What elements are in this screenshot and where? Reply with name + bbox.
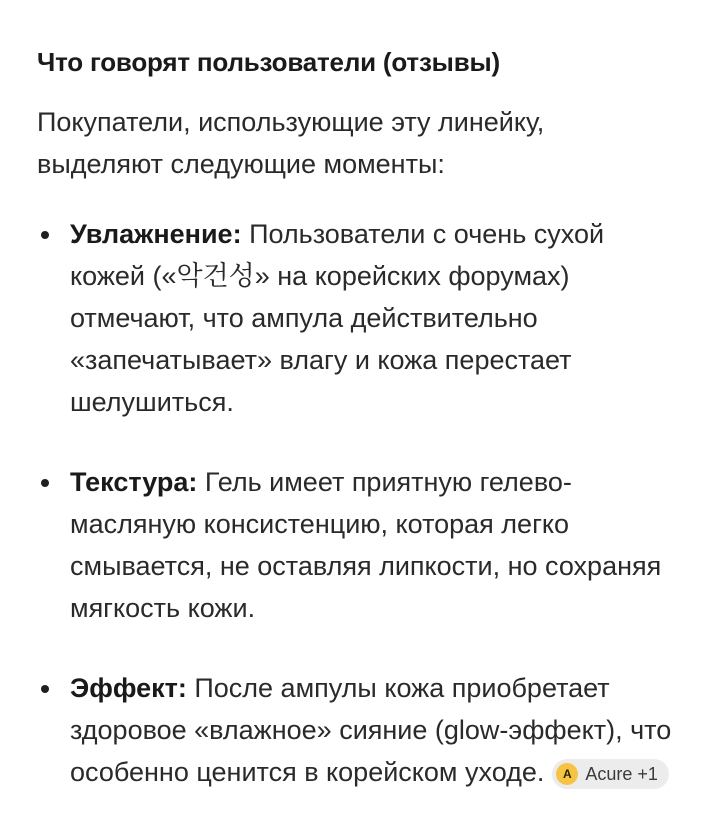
- list-item-term: Текстура:: [70, 467, 198, 497]
- source-chip-label: Acure +1: [585, 764, 658, 784]
- source-avatar-icon: A: [556, 763, 578, 785]
- intro-paragraph: Покупатели, использующие эту линейку, выделяют следующие моменты:: [37, 107, 545, 179]
- list-item-effect: [37, 667, 680, 793]
- section-heading: Что говорят пользователи (отзывы): [37, 47, 500, 77]
- list-item-moisturizing: [37, 213, 680, 423]
- list-item-texture: [37, 461, 680, 629]
- source-citation-chip[interactable]: [552, 759, 669, 789]
- list-item-text: Гель имеет приятную гелево-масляную консистенцию, которая легко смывается, не оставляя липкости, но сохраняя мягкость кожи.: [70, 467, 662, 623]
- user-feedback-list: [37, 213, 680, 793]
- list-item-text: После ампулы кожа приобретает здоровое «влажное» сияние (glow-эффект), что особенно ценится в корейском уходе.: [70, 673, 672, 787]
- list-item-term: Увлажнение:: [70, 219, 242, 249]
- list-item-term: Эффект:: [70, 673, 187, 703]
- list-item-text: Пользователи с очень сухой кожей («악건성» на корейских форумах) отмечают, что ампула действительно «запечатывает» влагу и кожа перестает шелушиться.: [70, 219, 605, 417]
